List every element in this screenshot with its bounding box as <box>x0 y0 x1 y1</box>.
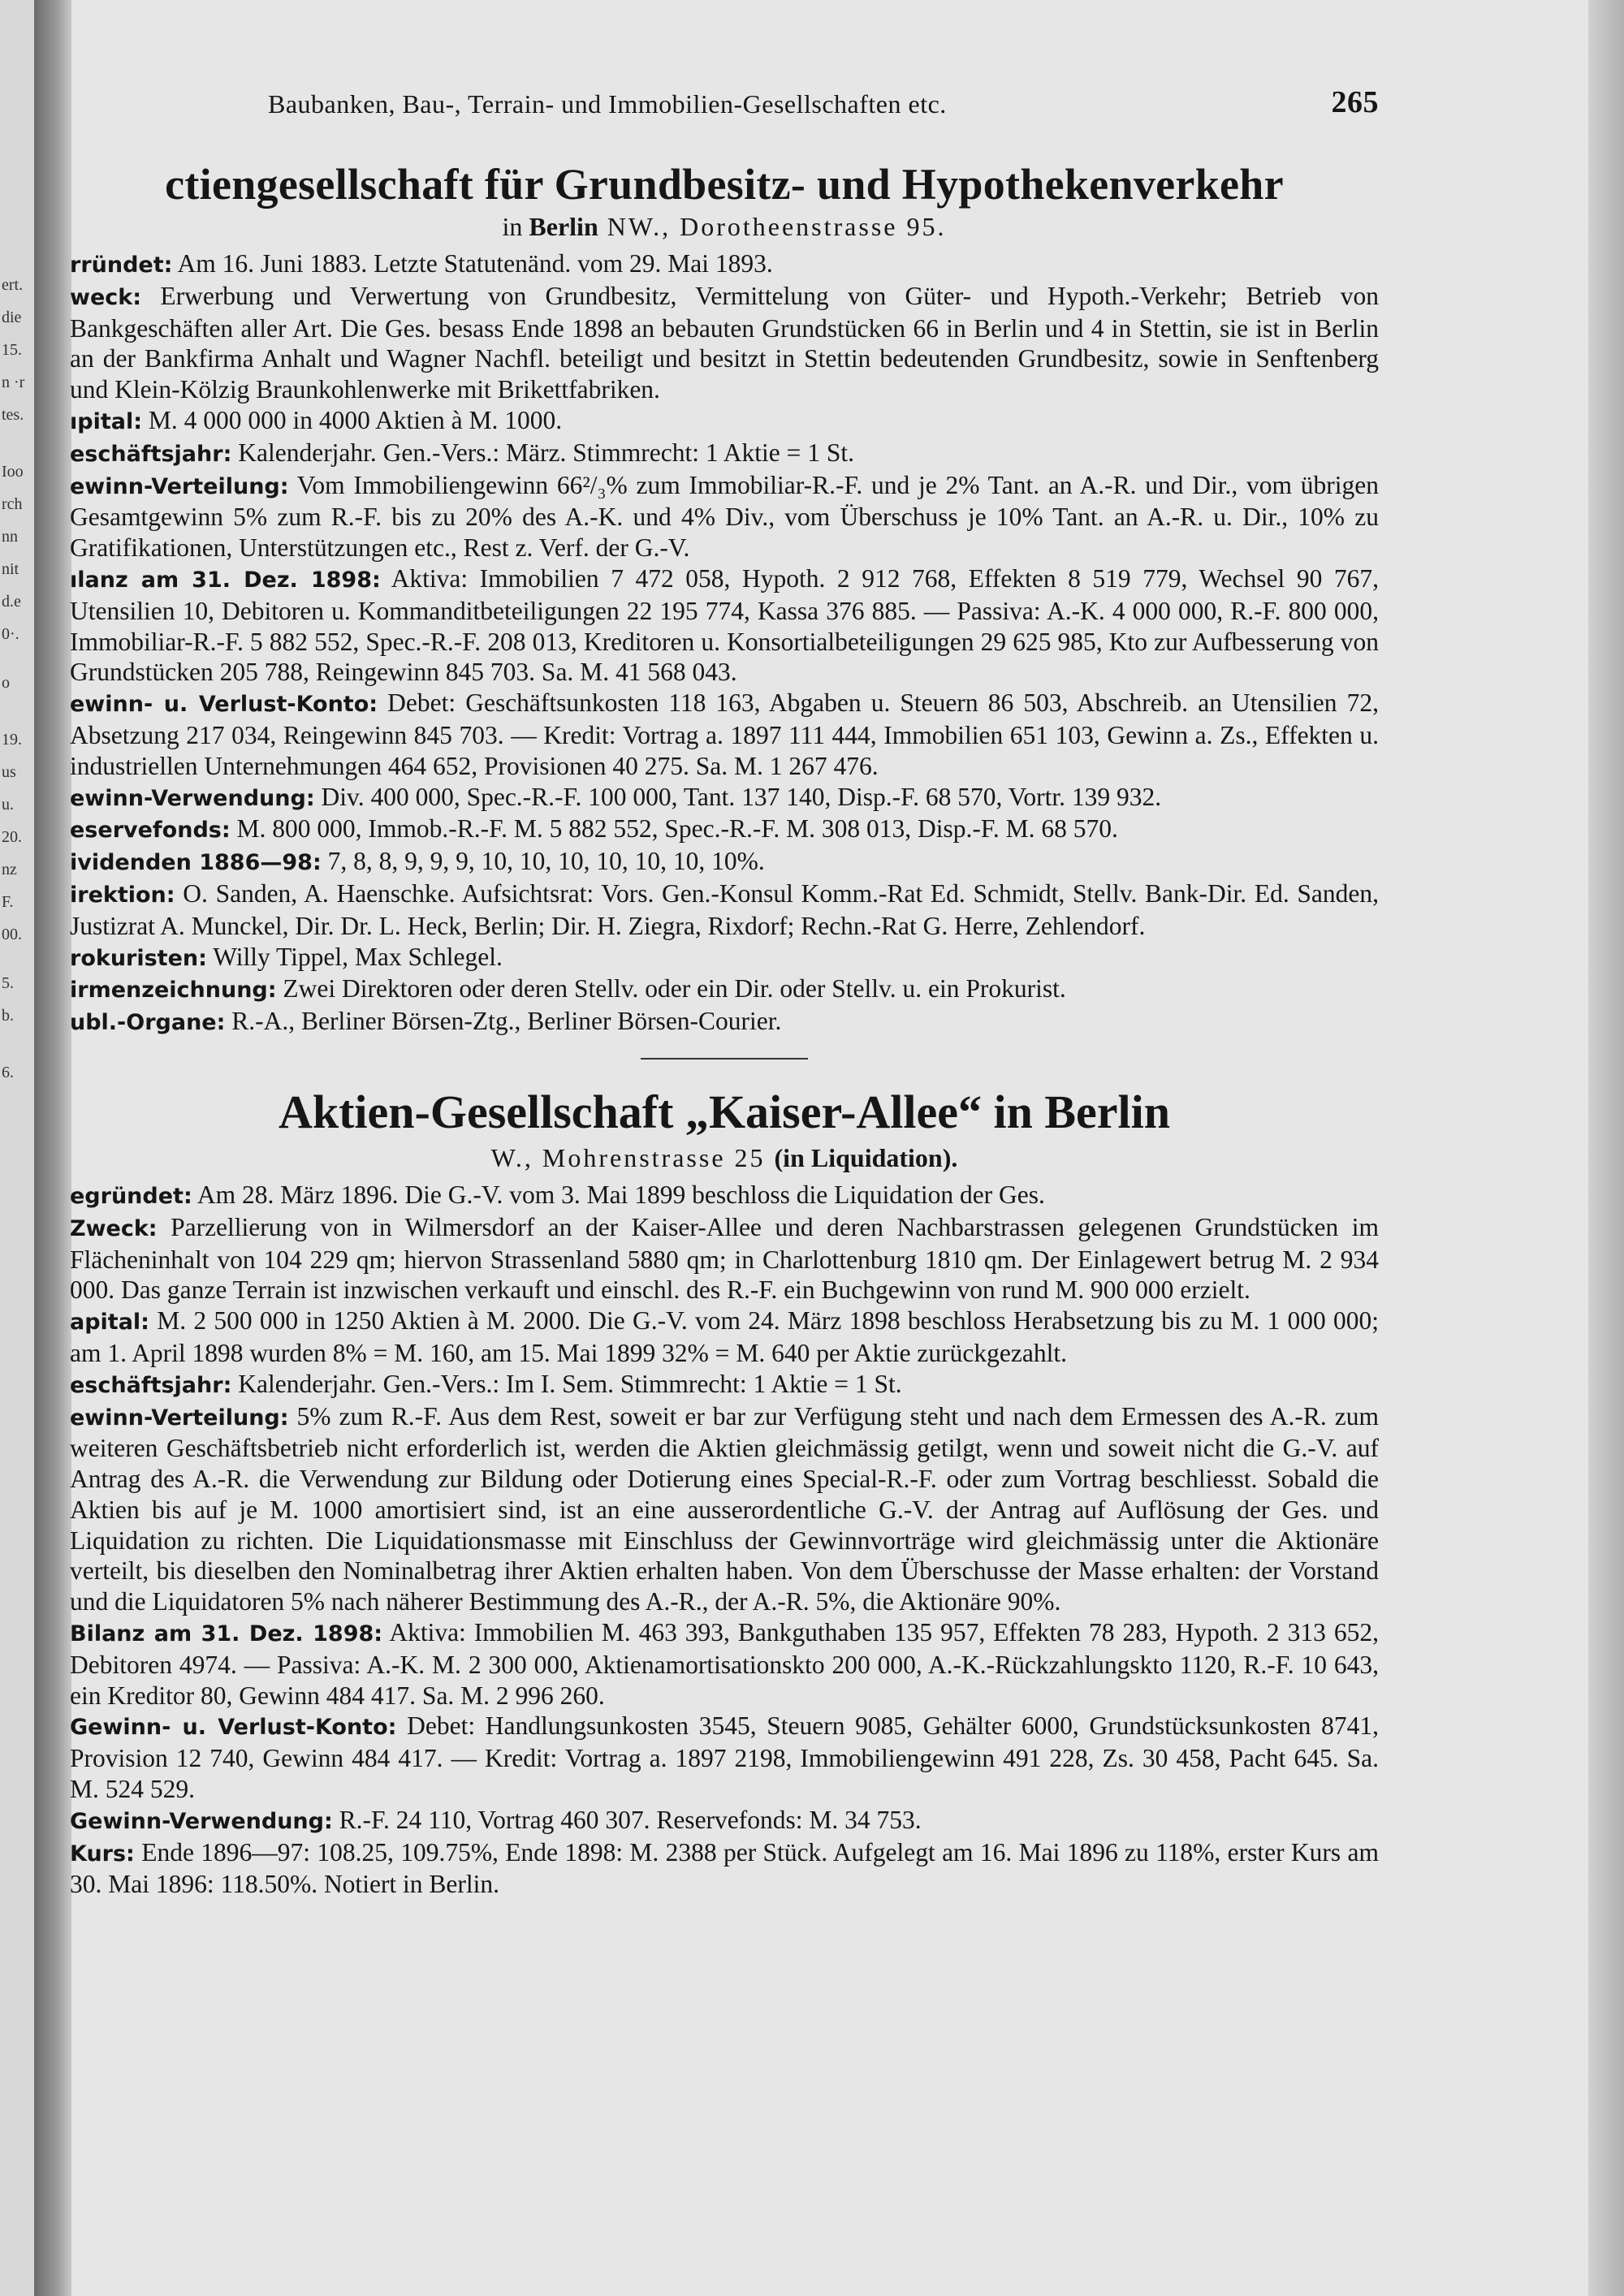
entry1-subtitle <box>70 209 1379 244</box>
margin-fragment: nit <box>2 560 19 578</box>
margin-fragment: Ioo <box>2 463 24 481</box>
field-text: O. Sanden, A. Haenschke. Aufsichtsrat: Vors. Gen.-Konsul Komm.-Rat Ed. Schmidt, Stellv. Bank-Dir. Ed. Sanden, Justizrat A. Munckel, Dir. Dr. L. Heck, Berlin; Dir. H. Ziegra, Rixdorf; Rechn.-Rat G. Herre, Zehlendorf. <box>70 878 1379 940</box>
field-text: M. 4 000 000 in 4000 Aktien à M. 1000. <box>142 405 563 434</box>
field-text: R.-A., Berliner Börsen-Ztg., Berliner Börsen-Courier. <box>225 1007 782 1036</box>
margin-fragment: 0·. <box>2 625 19 643</box>
margin-fragment: u. <box>2 796 14 814</box>
entry1-title: ctiengesellschaft für Grundbesitz- und Hypothekenverkehr <box>165 160 1284 209</box>
field-text: Kalenderjahr. Gen.-Vers.: März. Stimmrecht: 1 Aktie = 1 St. <box>231 438 854 467</box>
field-text: Aktiva: Immobilien M. 463 393, Bankguthaben 135 957, Effekten 78 283, Hypoth. 2 313 652, Debitoren 4974. — Passiva: A.-K. M. 2 300 000, Aktienamortisationskto 200 000, A.-K.-Rückzahlungskto 1120, R.-F. 10 643, ein Kreditor 80, Gewinn 484 417. Sa. M. 2 996 260. <box>70 1618 1380 1710</box>
entry1-paragraph <box>70 281 1379 405</box>
margin-fragment: 5. <box>2 974 14 992</box>
margin-fragment: rch <box>2 495 23 513</box>
field-label: ividenden 1886—98: <box>70 850 322 876</box>
margin-fragment: us <box>2 763 16 781</box>
right-page-edge <box>1588 0 1624 2296</box>
entry2-paragraph <box>70 1180 1379 1212</box>
field-label: Zweck: <box>70 1215 158 1241</box>
margin-fragment: 15. <box>2 341 22 359</box>
margin-fragment: F. <box>2 893 14 911</box>
entry1-paragraph <box>70 688 1379 781</box>
field-label: irmenzeichnung: <box>70 978 277 1003</box>
entry1-paragraph <box>70 973 1379 1006</box>
entry2-subtitle <box>70 1141 1379 1175</box>
field-label: Gewinn-Verwendung: <box>70 1808 333 1834</box>
field-label: ewinn- u. Verlust-Konto: <box>70 692 378 718</box>
entry2-paragraph <box>70 1617 1379 1711</box>
entry2-paragraph <box>70 1837 1379 1901</box>
field-text: M. 2 500 000 in 1250 Aktien à M. 2000. Die G.-V. vom 24. März 1898 beschloss Herabsetzung bis zu M. 1 000 000; am 1. April 1898 wurden 8% = M. 160, am 15. Mai 1899 32% = M. 640 per Aktie zurückgezahlt. <box>70 1306 1379 1367</box>
field-text: R.-F. 24 110, Vortrag 460 307. Reservefonds: M. 34 753. <box>332 1805 922 1834</box>
running-head-title: Baubanken, Bau-, Terrain- und Immobilien-Gesellschaften etc. <box>268 89 947 119</box>
field-label: eschäftsjahr: <box>70 441 232 467</box>
section-divider <box>641 1058 808 1060</box>
margin-fragment: die <box>2 309 22 326</box>
field-text: Div. 400 000, Spec.-R.-F. 100 000, Tant. 137 140, Disp.-F. 68 570, Vortr. 139 932. <box>314 782 1162 811</box>
entry2-paragraph <box>70 1805 1379 1837</box>
field-label: ıpital: <box>70 408 143 434</box>
field-label: ewinn-Verteilung: <box>70 1405 289 1431</box>
entry1-body <box>70 248 1379 1038</box>
field-label: rründet: <box>70 252 173 278</box>
entry2-address: W., Mohrenstrasse 25 <box>490 1142 775 1172</box>
binding-gutter <box>34 0 71 2296</box>
margin-fragment: o <box>2 674 10 692</box>
entry2-paragraph <box>70 1369 1379 1401</box>
margin-fragment: ert. <box>2 276 24 294</box>
field-label: Kurs: <box>70 1841 135 1867</box>
field-label: ılanz am 31. Dez. 1898: <box>70 567 381 593</box>
entry1-paragraph <box>70 405 1379 438</box>
entry1-paragraph <box>70 782 1379 814</box>
field-text: Am 16. Juni 1883. Letzte Statutenänd. vom 29. Mai 1893. <box>172 249 773 278</box>
entry2-paragraph <box>70 1401 1379 1618</box>
field-text: Parzellierung von in Wilmersdorf an der Kaiser-Allee und deren Nachbarstrassen gelegenen Grundstücken im Flächeninhalt von 104 229 qm; hiervon Strassenland 5880 qm; in Charlottenburg 1810 qm. Der Einlagewert betrug M. 2 934 000. Das ganze Terrain ist inzwischen verkauft und einschl. des R.-F. ein Buchgewinn von rund M. 900 000 erzielt. <box>70 1212 1379 1305</box>
entry1-sub-prefix: in <box>502 212 529 241</box>
margin-fragment: 20. <box>2 828 22 846</box>
field-label: ewinn-Verteilung: <box>70 473 289 499</box>
field-label: weck: <box>70 284 142 310</box>
field-label: egründet: <box>70 1183 192 1209</box>
page-content <box>70 81 1379 1900</box>
field-text: 5% zum R.-F. Aus dem Rest, soweit er bar zur Verfügung steht und nach dem Ermessen des A.-R. zum weiteren Geschäftsbetrieb nicht erforderlich ist, werden die Aktien gleichmässig getilgt, wenn und soweit nicht die G.-V. auf Antrag des A.-R. die Verwendung zur Bildung oder Dotierung eines Special-R.-F. oder zum Vortrag beschliesst. Sobald die Aktien bis auf je M. 1000 amortisiert sind, ist an eine ausserordentliche G.-V. der Antrag auf Auflösung der Ges. und Liquidation zu richten. Die Liquidationsmasse mit Einschluss der Gewinnvorträge wird gleichmässig unter die Aktionäre verteilt, bis dieselben den Nominalbetrag ihrer Aktien erhalten haben. Von dem Überschusse der Masse erhalten: der Vorstand und die Liquidatoren 5% nach näherer Bestimmung des A.-R., der A.-R. 5%, die Aktionäre 90%. <box>70 1401 1379 1616</box>
page-number: 265 <box>1331 85 1379 119</box>
entry1-address: NW., Dorotheenstrasse 95. <box>598 212 947 241</box>
entry1-paragraph <box>70 942 1379 974</box>
field-label: ubl.-Organe: <box>70 1010 226 1036</box>
field-text: Ende 1896—97: 108.25, 109.75%, Ende 1898: M. 2388 per Stück. Aufgelegt am 16. Mai 1896 zu 118%, erster Kurs am 30. Mai 1896: 118.50%. Notiert in Berlin. <box>70 1837 1379 1899</box>
entry1-paragraph <box>70 846 1379 878</box>
field-label: irektion: <box>70 882 175 908</box>
entry2-paragraph <box>70 1306 1379 1369</box>
margin-fragment: b. <box>2 1007 14 1025</box>
field-text: Debet: Handlungsunkosten 3545, Steuern 9085, Gehälter 6000, Grundstücksunkosten 8741, Provision 12 740, Gewinn 484 417. — Kredit: Vortrag a. 1897 2198, Immobiliengewinn 491 228, Zs. 30 458, Pacht 645. Sa. M. 524 529. <box>70 1711 1379 1804</box>
field-text: Kalenderjahr. Gen.-Vers.: Im I. Sem. Stimmrecht: 1 Aktie = 1 St. <box>231 1369 902 1398</box>
margin-fragment: d.e <box>2 593 21 611</box>
entry1-paragraph <box>70 814 1379 846</box>
entry1-paragraph <box>70 470 1379 563</box>
margin-fragment: nz <box>2 861 17 878</box>
margin-fragment: n ·r <box>2 373 25 391</box>
margin-fragment: 00. <box>2 926 22 943</box>
entry2-paragraph <box>70 1711 1379 1804</box>
entry1-paragraph <box>70 878 1379 942</box>
field-text: Zwei Direktoren oder deren Stellv. oder ein Dir. oder Stellv. u. ein Prokurist. <box>276 974 1066 1003</box>
field-text: Willy Tippel, Max Schlegel. <box>206 942 503 971</box>
field-label: Bilanz am 31. Dez. 1898: <box>70 1621 383 1647</box>
running-head <box>70 81 1379 130</box>
field-label: apital: <box>70 1310 149 1336</box>
field-label: eservefonds: <box>70 818 231 844</box>
entry2-status: (in Liquidation). <box>774 1142 958 1172</box>
field-label: eschäftsjahr: <box>70 1372 232 1398</box>
entry2-title: Aktien-Gesellschaft „Kaiser-Allee“ in Berlin <box>278 1085 1171 1138</box>
entry1-paragraph <box>70 563 1379 688</box>
margin-fragment: tes. <box>2 406 24 424</box>
left-margin-bleed <box>0 0 34 2296</box>
field-text: Am 28. März 1896. Die G.-V. vom 3. Mai 1899 beschloss die Liquidation der Ges. <box>192 1180 1045 1209</box>
field-text: Erwerbung und Verwertung von Grundbesitz, Vermittelung von Güter- und Hypoth.-Verkehr; Betrieb von Bankgeschäften aller Art. Die Ges. besass Ende 1898 an bebauten Grundstücken 66 in Berlin und 4 in Stettin, sie ist in Berlin an der Bankfirma Anhalt und Wagner Nachfl. beteiligt und besitzt in Stettin bedeutenden Grundbesitz, sowie in Senftenberg und Klein-Kölzig Braunkohlenwerke mit Brikettfabriken. <box>70 281 1379 404</box>
field-label: rokuristen: <box>70 945 207 971</box>
entry1-city: Berlin <box>529 212 598 241</box>
margin-fragment: 6. <box>2 1064 14 1081</box>
margin-fragment: nn <box>2 528 18 546</box>
margin-fragment: 19. <box>2 731 22 749</box>
field-text: 7, 8, 8, 9, 9, 9, 10, 10, 10, 10, 10, 10, 10%. <box>321 847 765 876</box>
field-text: Aktiva: Immobilien 7 472 058, Hypoth. 2 912 768, Effekten 8 519 779, Wechsel 90 767, Utensilien 10, Debitoren u. Kommanditbeteiligungen 22 195 774, Kassa 376 885. — Passiva: A.-K. 4 000 000, R.-F. 800 000, Immobiliar-R.-F. 5 882 552, Spec.-R.-F. 208 013, Kreditoren u. Konsortialbeteiligungen 29 625 985, Kto zur Aufbesserung von Grundstücken 205 788, Reingewinn 845 703. Sa. M. 41 568 043. <box>70 563 1379 687</box>
entry2-body <box>70 1180 1379 1900</box>
field-label: ewinn-Verwendung: <box>70 785 315 811</box>
field-text: M. 800 000, Immob.-R.-F. M. 5 882 552, Spec.-R.-F. M. 308 013, Disp.-F. M. 68 570. <box>230 814 1118 844</box>
entry2-paragraph <box>70 1212 1379 1306</box>
field-text: Vom Immobiliengewinn 66²/₃% zum Immobiliar-R.-F. und je 2% Tant. an A.-R. und Dir., vom übrigen Gesamtgewinn 5% zum R.-F. bis zu 20% des A.-K. und 4% Div., vom Überschuss je 10% Tant. an A.-R. u. Dir., 10% zu Gratifikationen, Unterstützungen etc., Rest z. Verf. der G.-V. <box>70 470 1379 563</box>
field-label: Gewinn- u. Verlust-Konto: <box>70 1715 397 1741</box>
field-text: Debet: Geschäftsunkosten 118 163, Abgaben u. Steuern 86 503, Abschreib. an Utensilien 72, Absetzung 217 034, Reingewinn 845 703. — Kredit: Vortrag a. 1897 111 444, Immobilien 651 103, Gewinn a. Zs., Effekten u. industriellen Unternehmungen 464 652, Provisionen 40 275. Sa. M. 1 267 476. <box>70 688 1379 780</box>
entry1-paragraph <box>70 248 1379 281</box>
entry1-paragraph <box>70 438 1379 470</box>
entry1-paragraph <box>70 1006 1379 1038</box>
